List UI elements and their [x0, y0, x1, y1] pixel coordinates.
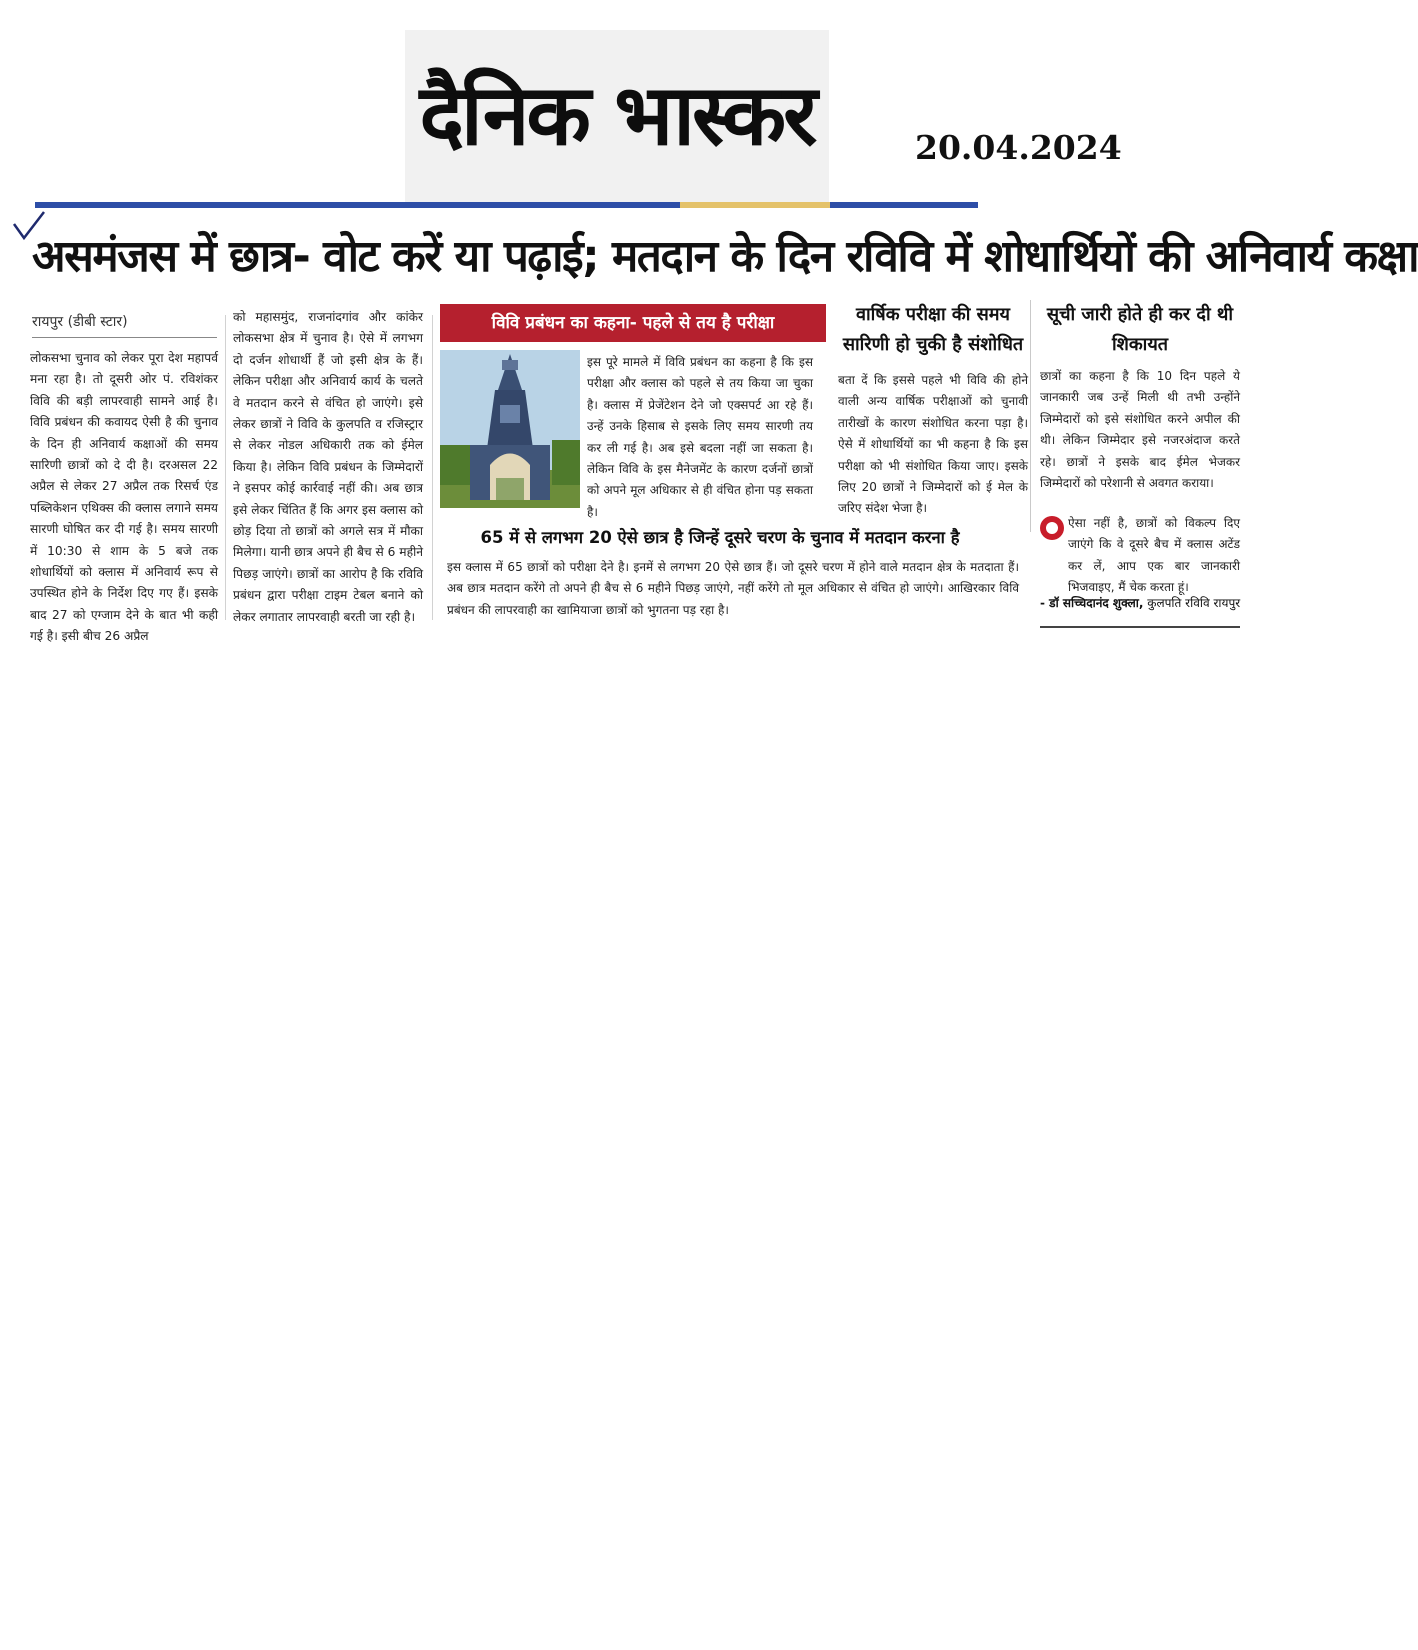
dateline-rule [32, 337, 217, 338]
subhead-complaint: सूची जारी होते ही कर दी थी शिकायत [1046, 304, 1234, 355]
subhead-annual-exam: वार्षिक परीक्षा की समय सारिणी हो चुकी है संशोधित [842, 304, 1024, 355]
quote-role: कुलपति रविवि रायपुर [1147, 596, 1241, 610]
top-rule [35, 202, 978, 208]
article-headline: असमंजस में छात्र- वोट करें या पढ़ाई; मतदान के दिन रविवि में शोधार्थियों की अनिवार्य कक्षा [32, 231, 1418, 282]
article-column-1: लोकसभा चुनाव को लेकर पूरा देश महापर्व मना रहा है। तो दूसरी ओर पं. रविशंकर विवि की बड़ी लापरवाही सामने आई है। विवि प्रबंधन की कवायद ऐसी है की चुनाव के दिन ही अनिवार्य कक्षाओं की समय सारिणी छात्रों को दे दी है। दरअसल 22 अप्रैल से लेकर 27 अप्रैल तक रिसर्च एंड पब्लिकेशन एथिक्स की क्लास लगाने समय सारणी घोषित कर दी गई है। समय सारणी में 10:30 से शाम के 5 बजे तक शोधार्थियों को क्लास में अनिवार्य रूप से उपस्थित होने के निर्देश दिए गए हैं। इसके बाद 27 को एग्जाम देने के बात भी कही गई है। इसी बीच 26 अप्रैल [30, 351, 218, 644]
top-rule-accent [680, 202, 830, 208]
box-text: इस पूरे मामले में विवि प्रबंधन का कहना है कि इस परीक्षा और क्लास को पहले से तय किया जा चुका है। क्लास में प्रेजेंटेशन देने जो एक्सपर्ट आ रहे हैं। उन्हें उनके हिसाब से इसके लिए समय सारणी तय कर ली गई है। अब इसे बदला नहीं जा सकता है। लेकिन विवि के इस मैनेजमेंट के कारण दर्जनों छात्रों को अपने मूल अधिकार से ही वंचित होना पड़ सकता है। [587, 355, 813, 519]
newspaper-masthead: दैनिक भास्कर [419, 66, 815, 164]
article-column-4: बता दें कि इससे पहले भी विवि की होने वाली अन्य वार्षिक परीक्षाओं को चुनावी तारीखों के कारण संशोधित करना पड़ा है। ऐसे में शोधार्थियों का भी कहना है कि इस परीक्षा को भी संशोधित किया जाए। इसके लिए 20 छात्रों ने जिम्मेदारों को ई मेल के जरिए संदेश भेजा है। [838, 373, 1028, 516]
column-divider [432, 315, 433, 620]
article-column-2: को महासमुंद, राजनांदगांव और कांकेर लोकसभा क्षेत्र में चुनाव है। ऐसे में लगभग दो दर्जन शोधार्थी हैं जो इसी क्षेत्र के हैं। लेकिन परीक्षा और अनिवार्य कार्य के चलते वे मतदान करने से वंचित हो जाएंगे। इसे लेकर छात्रों ने विवि के कुलपति व रजिस्ट्रार से लेकर नोडल अधिकारी तक को ईमेल किया है। लेकिन विवि प्रबंधन के जिम्मेदारों ने इसपर कोई कार्रवाई नहीं की। अब छात्र इसे लेकर चिंतित हैं कि अगर इस क्लास को छोड़ दिया तो छात्रों को अगले सत्र में मौका मिलेगा। यानी छात्र अपने ही बैच से 6 महीने पिछड़ जाएंगे। छात्रों का आरोप है कि रविवि प्रबंधन द्वारा परीक्षा टाइम टेबल बनाने को लेकर लगातार लापरवाही बरती जा रही है। [233, 310, 423, 624]
column-divider [225, 315, 226, 620]
box-banner: विवि प्रबंधन का कहना- पहले से तय है परीक्षा [440, 304, 826, 342]
quote-author: - डॉ सच्चिदानंद शुक्ला, [1040, 596, 1144, 610]
subhead-65-students: 65 में से लगभग 20 ऐसे छात्र है जिन्हें दूसरे चरण के चुनाव में मतदान करना है [480, 528, 960, 547]
article-column-5: छात्रों का कहना है कि 10 दिन पहले ये जानकारी जब उन्हें मिली थी तभी उन्होंने जिम्मेदारों को इसे संशोधित करने अपील की थी। लेकिन जिम्मेदार इसे नजरअंदाज करते रहे। छात्रों ने इसके बाद ईमेल भेजकर जिम्मेदारों को परेशानी से अवगत कराया। [1040, 369, 1240, 491]
column-divider [1030, 300, 1031, 532]
quote-attribution [1040, 594, 1250, 611]
wide-text: इस क्लास में 65 छात्रों को परीक्षा देने है। इनमें से लगभग 20 ऐसे छात्र हैं। जो दूसरे चरण में होने वाले मतदान क्षेत्र के मतदाता हैं। अब छात्र मतदान करेंगे तो अपने ही बैच से 6 महीने पिछड़ जाएंगे, नहीं करेंगे तो मूल अधिकार से वंचित हो जाएंगे। आखिरकार विवि प्रबंधन की लापरवाही का खामियाजा छात्रों को भुगतना पड़ रहा है। [447, 560, 1019, 617]
publication-date: 20.04.2024 [915, 128, 1122, 167]
dateline: रायपुर (डीबी स्टार) [32, 314, 128, 330]
university-gate-photo [440, 350, 580, 508]
bottom-rule [1040, 626, 1240, 628]
vc-quote: ऐसा नहीं है, छात्रों को विकल्प दिए जाएंगे कि वे दूसरे बैच में क्लास अटेंड कर लें, आप एक बार जानकारी भिजवाइए, मैं चेक करता हूं। [1068, 516, 1240, 595]
quote-bullet-icon [1040, 516, 1064, 540]
